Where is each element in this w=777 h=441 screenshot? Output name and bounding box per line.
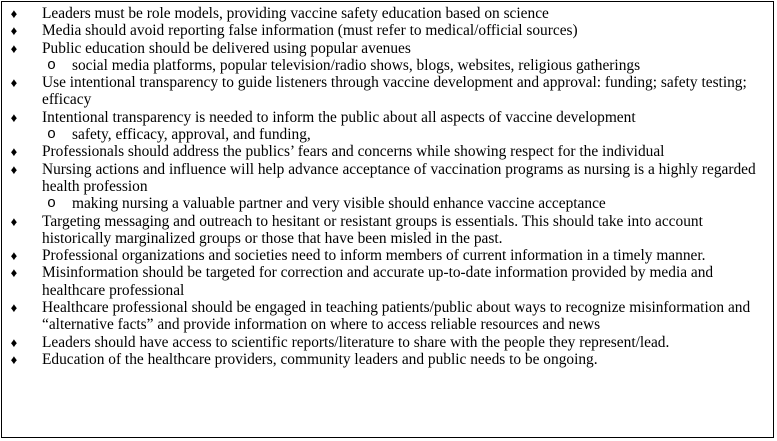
sub-list-item	[2, 126, 775, 143]
list-item	[2, 299, 775, 334]
sub-list-item	[2, 195, 775, 212]
list-item	[2, 40, 775, 57]
list-item-text: Intentional transparency is needed to inform the public about all aspects of vaccine development	[42, 108, 636, 126]
list-item-text: Leaders must be role models, providing vaccine safety education based on science	[42, 5, 549, 22]
diamond-bullet-icon: ♦	[10, 75, 18, 91]
diamond-bullet-icon: ♦	[10, 144, 18, 160]
list-item-text: Use intentional transparency to guide listeners through vaccine development and approval: funding; safety testing; efficacy	[42, 74, 747, 109]
recommendations-list	[2, 5, 775, 368]
list-item	[2, 22, 775, 39]
diamond-bullet-icon: ♦	[10, 351, 18, 367]
sub-list-item-text: making nursing a valuable partner and very visible should enhance vaccine acceptance	[72, 195, 606, 213]
circle-bullet-icon: o	[47, 195, 57, 213]
list-item-text: Targeting messaging and outreach to hesitant or resistant groups is essentials. This should take into account historically marginalized groups or those that have been misled in the past.	[42, 212, 703, 247]
diamond-bullet-icon: ♦	[10, 109, 18, 125]
list-item-text: Professionals should address the publics’ fears and concerns while showing respect for the individual	[42, 143, 665, 161]
list-item	[2, 143, 775, 160]
list-item	[2, 161, 775, 196]
sub-list-item	[2, 57, 775, 74]
list-item-text: Media should avoid reporting false information (must refer to medical/official sources)	[42, 22, 578, 40]
list-item-text: Professional organizations and societies need to inform members of current information in a timely manner.	[42, 247, 706, 265]
sub-list-item-text: safety, efficacy, approval, and funding,	[72, 126, 311, 144]
list-item-text: Healthcare professional should be engaged in teaching patients/public about ways to recognize misinformation and “alternative facts” and provide information on where to access reliable resources and news	[42, 299, 751, 334]
list-item-text: Leaders should have access to scientific reports/literature to share with the people they represent/lead.	[42, 333, 670, 351]
list-item	[2, 5, 775, 22]
list-item	[2, 334, 775, 351]
diamond-bullet-icon: ♦	[10, 265, 18, 281]
diamond-bullet-icon: ♦	[10, 300, 18, 316]
diamond-bullet-icon: ♦	[10, 334, 18, 350]
list-item	[2, 264, 775, 299]
content-box	[1, 1, 774, 438]
list-item-text: Education of the healthcare providers, community leaders and public needs to be ongoing.	[42, 350, 598, 368]
diamond-bullet-icon: ♦	[10, 23, 18, 39]
list-item	[2, 109, 775, 126]
sub-list-item-text: social media platforms, popular television/radio shows, blogs, websites, religious gatherings	[72, 56, 641, 74]
list-item	[2, 247, 775, 264]
list-item	[2, 74, 775, 109]
diamond-bullet-icon: ♦	[10, 161, 18, 177]
diamond-bullet-icon: ♦	[10, 213, 18, 229]
diamond-bullet-icon: ♦	[10, 6, 18, 21]
circle-bullet-icon: o	[47, 56, 57, 74]
circle-bullet-icon: o	[47, 126, 57, 144]
list-item-text: Public education should be delivered using popular avenues	[42, 39, 411, 57]
diamond-bullet-icon: ♦	[10, 40, 18, 56]
list-item	[2, 213, 775, 248]
list-item-text: Nursing actions and influence will help advance acceptance of vaccination programs as nursing is a highly regarded health profession	[42, 160, 756, 195]
diamond-bullet-icon: ♦	[10, 248, 18, 264]
list-item-text: Misinformation should be targeted for correction and accurate up-to-date information provided by media and healthcare professional	[42, 264, 714, 299]
list-item	[2, 351, 775, 368]
